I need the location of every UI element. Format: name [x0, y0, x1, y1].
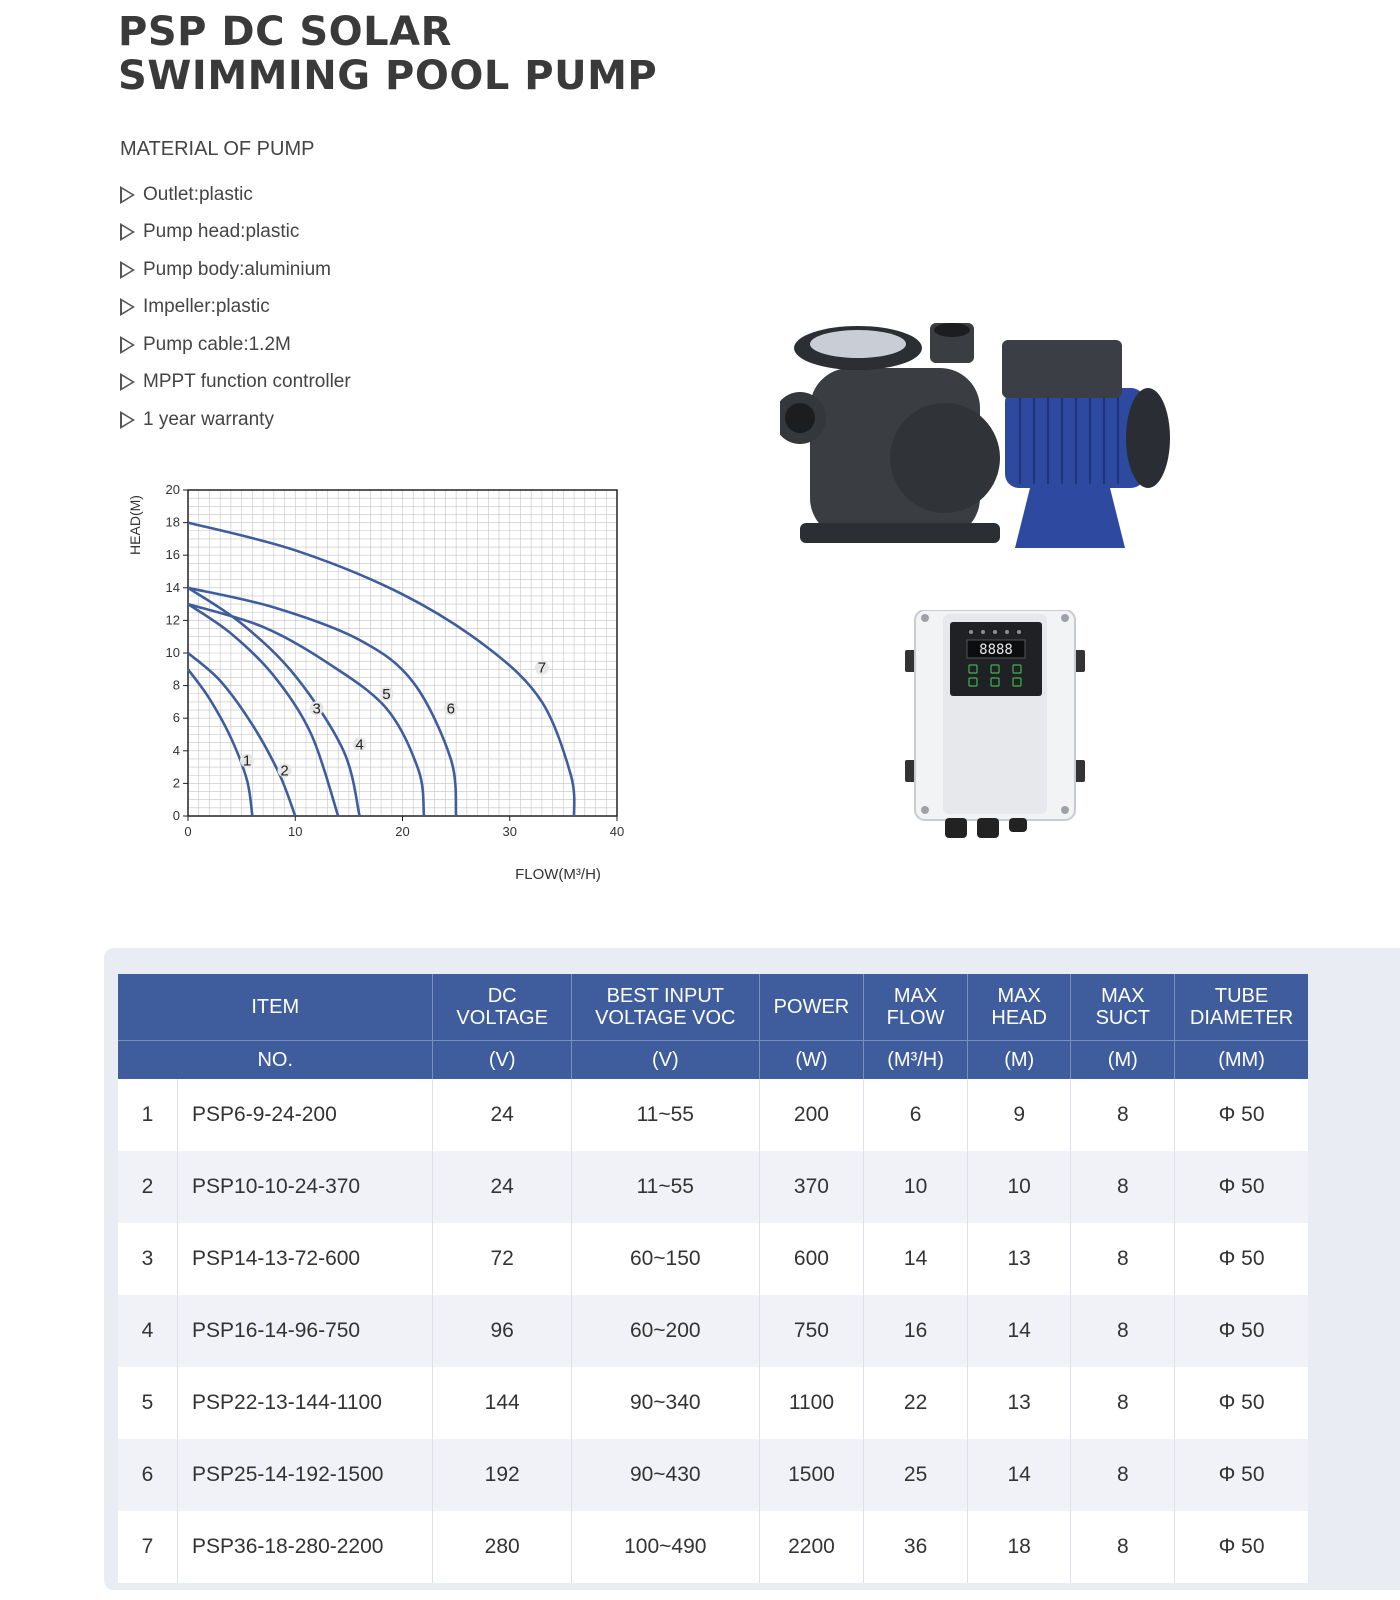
material-heading: MATERIAL OF PUMP — [120, 138, 315, 160]
unit-max-flow: (M³/H) — [864, 1041, 968, 1080]
cell-no: 6 — [118, 1439, 178, 1511]
triangle-bullet-icon — [120, 186, 135, 204]
material-item-text: Outlet:plastic — [143, 183, 253, 205]
cell-max-flow: 14 — [864, 1223, 968, 1295]
table-row — [118, 1295, 1308, 1367]
header-item: ITEM — [118, 974, 433, 1041]
cell-tube-diameter: Φ 50 — [1175, 1511, 1308, 1583]
y-tick-label: 12 — [165, 612, 180, 628]
cell-max-head: 10 — [967, 1151, 1071, 1223]
mppt-controller-image — [905, 610, 1095, 840]
cell-model: PSP10-10-24-370 — [178, 1151, 433, 1223]
cell-model: PSP36-18-280-2200 — [178, 1511, 433, 1583]
cell-dc-voltage: 24 — [433, 1151, 571, 1223]
material-item-text: Pump head:plastic — [143, 221, 300, 243]
cell-max-head: 9 — [967, 1079, 1071, 1151]
cell-max-suct: 8 — [1071, 1223, 1175, 1295]
cell-power: 2200 — [759, 1511, 864, 1583]
material-item — [120, 251, 351, 289]
header-best-input-voltage: BEST INPUT VOLTAGE VOC — [571, 974, 759, 1041]
cell-dc-voltage: 24 — [433, 1079, 571, 1151]
cell-max-flow: 25 — [864, 1439, 968, 1511]
header-power: POWER — [759, 974, 864, 1041]
cell-max-head: 14 — [967, 1295, 1071, 1367]
cell-no: 1 — [118, 1079, 178, 1151]
cell-power: 370 — [759, 1151, 864, 1223]
cell-model: PSP16-14-96-750 — [178, 1295, 433, 1367]
spec-table-panel — [104, 948, 1400, 1590]
y-tick-label: 6 — [172, 710, 180, 726]
table-row — [118, 1223, 1308, 1295]
unit-max-suct: (M) — [1071, 1041, 1175, 1080]
material-item-text: Pump body:aluminium — [143, 258, 331, 280]
cell-power: 750 — [759, 1295, 864, 1367]
cell-power: 200 — [759, 1079, 864, 1151]
header-max-suct: MAX SUCT — [1071, 974, 1175, 1041]
cable-glands — [945, 818, 1027, 838]
cell-tube-diameter: Φ 50 — [1175, 1439, 1308, 1511]
cell-voc: 60~150 — [571, 1223, 759, 1295]
cell-max-flow: 6 — [864, 1079, 968, 1151]
unit-dc-voltage: (V) — [433, 1041, 571, 1080]
outlet-opening — [934, 323, 970, 337]
unit-best-input-voltage: (V) — [571, 1041, 759, 1080]
cell-no: 5 — [118, 1367, 178, 1439]
pump-performance-chart — [110, 480, 650, 900]
table-row — [118, 1151, 1308, 1223]
cell-power: 1100 — [759, 1367, 864, 1439]
cell-max-flow: 22 — [864, 1367, 968, 1439]
table-row — [118, 1439, 1308, 1511]
cell-max-flow: 36 — [864, 1511, 968, 1583]
triangle-bullet-icon — [120, 373, 135, 391]
y-tick-label: 16 — [165, 547, 180, 563]
curve-label: 3 — [312, 700, 321, 718]
cell-power: 1500 — [759, 1439, 864, 1511]
cell-tube-diameter: Φ 50 — [1175, 1079, 1308, 1151]
cell-voc: 11~55 — [571, 1079, 759, 1151]
cell-dc-voltage: 144 — [433, 1367, 571, 1439]
y-tick-label: 8 — [172, 677, 180, 693]
spec-table — [118, 974, 1308, 1583]
unit-no: NO. — [118, 1041, 433, 1080]
material-item — [120, 176, 351, 214]
material-item-text: MPPT function controller — [143, 371, 351, 393]
pump-foot — [800, 523, 1000, 543]
curve-label: 2 — [280, 762, 289, 780]
cell-max-suct: 8 — [1071, 1367, 1175, 1439]
x-tick-label: 40 — [609, 824, 625, 839]
cell-max-head: 13 — [967, 1223, 1071, 1295]
unit-tube-diameter: (MM) — [1175, 1041, 1308, 1080]
table-row — [118, 1367, 1308, 1439]
x-tick-label: 10 — [288, 824, 303, 839]
x-tick-label: 30 — [502, 824, 517, 839]
material-item — [120, 364, 351, 402]
curve-label: 1 — [242, 752, 252, 770]
material-item — [120, 401, 351, 439]
cell-model: PSP25-14-192-1500 — [178, 1439, 433, 1511]
material-item-text: 1 year warranty — [143, 408, 274, 430]
table-row — [118, 1079, 1308, 1151]
unit-power: (W) — [759, 1041, 864, 1080]
cell-voc: 11~55 — [571, 1151, 759, 1223]
y-tick-label: 20 — [165, 482, 180, 497]
triangle-bullet-icon — [120, 298, 135, 316]
triangle-bullet-icon — [120, 223, 135, 241]
cell-max-head: 14 — [967, 1439, 1071, 1511]
cell-tube-diameter: Φ 50 — [1175, 1295, 1308, 1367]
material-item-text: Impeller:plastic — [143, 296, 270, 318]
table-row — [118, 1511, 1308, 1583]
y-tick-label: 10 — [165, 645, 180, 660]
cell-model: PSP6-9-24-200 — [178, 1079, 433, 1151]
header-max-flow: MAX FLOW — [864, 974, 968, 1041]
cell-voc: 60~200 — [571, 1295, 759, 1367]
junction-box — [1002, 340, 1122, 398]
cell-tube-diameter: Φ 50 — [1175, 1367, 1308, 1439]
cell-dc-voltage: 96 — [433, 1295, 571, 1367]
cell-dc-voltage: 72 — [433, 1223, 571, 1295]
cell-max-suct: 8 — [1071, 1511, 1175, 1583]
unit-max-head: (M) — [967, 1041, 1071, 1080]
cell-max-suct: 8 — [1071, 1079, 1175, 1151]
table-header-row — [118, 974, 1308, 1041]
cell-no: 3 — [118, 1223, 178, 1295]
cell-max-suct: 8 — [1071, 1295, 1175, 1367]
cell-max-suct: 8 — [1071, 1439, 1175, 1511]
curve-label: 7 — [537, 659, 547, 677]
title-line-1: PSP DC SOLAR — [118, 9, 452, 55]
triangle-bullet-icon — [120, 336, 135, 354]
triangle-bullet-icon — [120, 261, 135, 279]
cell-max-flow: 10 — [864, 1151, 968, 1223]
y-tick-label: 14 — [165, 579, 180, 595]
cell-dc-voltage: 192 — [433, 1439, 571, 1511]
chart-axes — [166, 482, 625, 839]
cell-max-flow: 16 — [864, 1295, 968, 1367]
cell-max-head: 13 — [967, 1367, 1071, 1439]
cell-tube-diameter: Φ 50 — [1175, 1223, 1308, 1295]
material-item — [120, 289, 351, 327]
cell-model: PSP14-13-72-600 — [178, 1223, 433, 1295]
cell-no: 7 — [118, 1511, 178, 1583]
header-tube-diameter: TUBE DIAMETER — [1175, 974, 1308, 1041]
material-item — [120, 214, 351, 252]
table-unit-row — [118, 1041, 1308, 1080]
strainer-window — [810, 330, 906, 358]
x-tick-label: 0 — [184, 824, 192, 839]
chart-x-axis-title: FLOW(M³/H) — [515, 866, 601, 883]
cell-max-suct: 8 — [1071, 1151, 1175, 1223]
header-dc-voltage: DC VOLTAGE — [433, 974, 571, 1041]
cell-max-head: 18 — [967, 1511, 1071, 1583]
y-tick-label: 18 — [165, 514, 180, 530]
material-item-text: Pump cable:1.2M — [143, 333, 291, 355]
chart-y-axis-title: HEAD(M) — [127, 495, 143, 555]
cell-no: 4 — [118, 1295, 178, 1367]
cell-dc-voltage: 280 — [433, 1511, 571, 1583]
pump-product-image — [780, 318, 1180, 568]
controller-led-display: 8888 — [979, 642, 1013, 658]
motor-end-cap — [1126, 388, 1170, 488]
curve-label: 5 — [382, 685, 391, 703]
cell-voc: 90~340 — [571, 1367, 759, 1439]
page-title — [118, 10, 657, 98]
material-item — [120, 326, 351, 364]
curve-label: 4 — [355, 736, 364, 754]
motor-base — [1015, 488, 1125, 548]
y-tick-label: 4 — [172, 742, 180, 758]
curve-label: 6 — [446, 700, 455, 718]
triangle-bullet-icon — [120, 411, 135, 429]
cell-voc: 90~430 — [571, 1439, 759, 1511]
cell-power: 600 — [759, 1223, 864, 1295]
header-max-head: MAX HEAD — [967, 974, 1071, 1041]
x-tick-label: 20 — [395, 824, 410, 839]
title-line-2: SWIMMING POOL PUMP — [118, 53, 658, 99]
cell-model: PSP22-13-144-1100 — [178, 1367, 433, 1439]
volute — [890, 403, 1000, 513]
inlet-opening — [785, 403, 815, 433]
cell-no: 2 — [118, 1151, 178, 1223]
cell-tube-diameter: Φ 50 — [1175, 1151, 1308, 1223]
y-tick-label: 2 — [172, 775, 180, 791]
material-list — [120, 176, 351, 439]
y-tick-label: 0 — [172, 808, 180, 823]
cell-voc: 100~490 — [571, 1511, 759, 1583]
